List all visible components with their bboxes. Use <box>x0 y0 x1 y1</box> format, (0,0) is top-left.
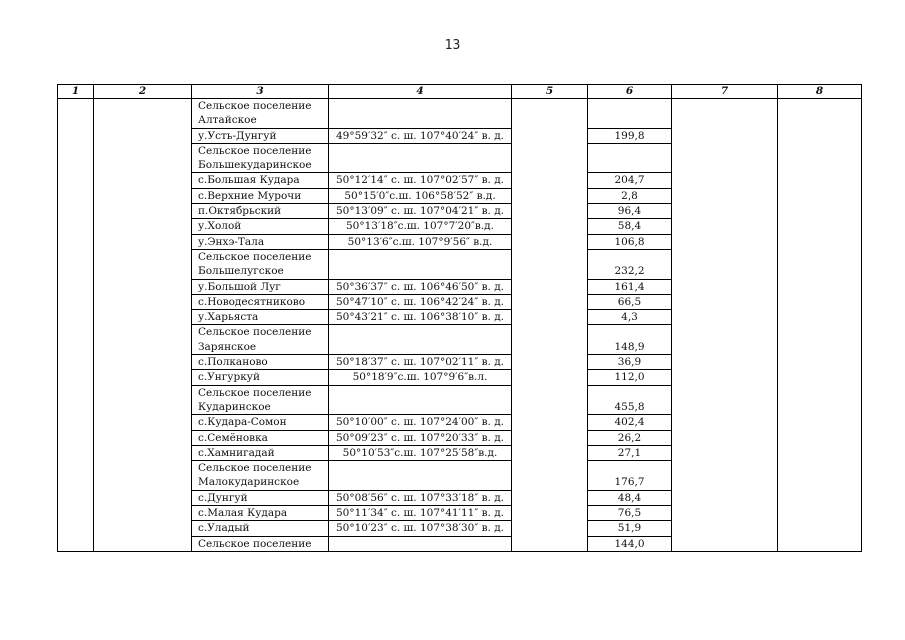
area-value <box>588 143 672 173</box>
settlement-name: у.Энхэ-Тала <box>192 234 329 249</box>
area-value: 66,5 <box>588 294 672 309</box>
settlement-name: Сельское поселение Зарянское <box>192 325 329 355</box>
coordinates: 50°18′37″ с. ш. 107°02′11″ в. д. <box>329 355 512 370</box>
header-row <box>58 85 862 99</box>
settlement-name: у.Усть-Дунгуй <box>192 128 329 143</box>
col8-cell <box>778 99 862 552</box>
col2-cell <box>94 99 192 552</box>
area-value: 48,4 <box>588 490 672 505</box>
area-value: 26,2 <box>588 430 672 445</box>
coordinates: 50°10′00″ с. ш. 107°24′00″ в. д. <box>329 415 512 430</box>
area-value: 2,8 <box>588 188 672 203</box>
settlement-name: у.Большой Луг <box>192 279 329 294</box>
coordinates: 50°15′0″с.ш. 106°58′52″ в.д. <box>329 188 512 203</box>
col7-cell <box>672 99 778 552</box>
settlement-name: с.Новодесятниково <box>192 294 329 309</box>
area-value: 176,7 <box>588 461 672 491</box>
area-value: 76,5 <box>588 506 672 521</box>
settlement-name: п.Октябрьский <box>192 204 329 219</box>
settlement-name: Сельское поселение <box>192 536 329 551</box>
column-header: 5 <box>512 85 588 99</box>
settlement-name: Сельское поселение Алтайское <box>192 99 329 129</box>
column-header: 7 <box>672 85 778 99</box>
settlement-name: с.Семёновка <box>192 430 329 445</box>
coordinates <box>329 249 512 279</box>
settlement-name: с.Кудара-Сомон <box>192 415 329 430</box>
coordinates: 50°10′23″ с. ш. 107°38′30″ в. д. <box>329 521 512 536</box>
settlement-name: с.Полканово <box>192 355 329 370</box>
coordinates <box>329 143 512 173</box>
coordinates <box>329 325 512 355</box>
column-header: 2 <box>94 85 192 99</box>
area-value: 58,4 <box>588 219 672 234</box>
coordinates: 49°59′32″ с. ш. 107°40′24″ в. д. <box>329 128 512 143</box>
settlement-name: Сельское поселение Кударинское <box>192 385 329 415</box>
area-value: 4,3 <box>588 310 672 325</box>
settlement-name: Сельское поселение Малокударинское <box>192 461 329 491</box>
area-value: 27,1 <box>588 445 672 460</box>
settlements-table <box>57 84 862 552</box>
area-value: 161,4 <box>588 279 672 294</box>
settlement-name: с.Унгуркуй <box>192 370 329 385</box>
area-value: 402,4 <box>588 415 672 430</box>
area-value: 199,8 <box>588 128 672 143</box>
coordinates: 50°13′6″с.ш. 107°9′56″ в.д. <box>329 234 512 249</box>
area-value: 455,8 <box>588 385 672 415</box>
column-header: 8 <box>778 85 862 99</box>
coordinates: 50°08′56″ с. ш. 107°33′18″ в. д. <box>329 490 512 505</box>
area-value: 144,0 <box>588 536 672 551</box>
settlement-name: с.Уладый <box>192 521 329 536</box>
coordinates <box>329 385 512 415</box>
settlement-name: у.Холой <box>192 219 329 234</box>
area-value: 204,7 <box>588 173 672 188</box>
area-value: 112,0 <box>588 370 672 385</box>
column-header: 6 <box>588 85 672 99</box>
col5-cell <box>512 99 588 552</box>
coordinates <box>329 99 512 129</box>
area-value <box>588 99 672 129</box>
area-value: 148,9 <box>588 325 672 355</box>
coordinates: 50°47′10″ с. ш. 106°42′24″ в. д. <box>329 294 512 309</box>
coordinates <box>329 536 512 551</box>
area-value: 232,2 <box>588 249 672 279</box>
coordinates: 50°18′9″с.ш. 107°9′6″в.л. <box>329 370 512 385</box>
area-value: 51,9 <box>588 521 672 536</box>
table-row <box>58 99 862 129</box>
column-header: 3 <box>192 85 329 99</box>
coordinates: 50°13′09″ с. ш. 107°04′21″ в. д. <box>329 204 512 219</box>
area-value: 36,9 <box>588 355 672 370</box>
area-value: 106,8 <box>588 234 672 249</box>
coordinates: 50°12′14″ с. ш. 107°02′57″ в. д. <box>329 173 512 188</box>
col1-cell <box>58 99 94 552</box>
coordinates: 50°13′18″с.ш. 107°7′20″в.д. <box>329 219 512 234</box>
page-number: 13 <box>444 38 461 53</box>
settlement-name: Сельское поселение Большекударинское <box>192 143 329 173</box>
coordinates: 50°11′34″ с. ш. 107°41′11″ в. д. <box>329 506 512 521</box>
settlement-name: с.Хамнигадай <box>192 445 329 460</box>
settlement-name: у.Харьяста <box>192 310 329 325</box>
area-value: 96,4 <box>588 204 672 219</box>
settlement-name: с.Верхние Мурочи <box>192 188 329 203</box>
settlement-name: Сельское поселение Большелугское <box>192 249 329 279</box>
settlement-name: с.Большая Кудара <box>192 173 329 188</box>
column-header: 1 <box>58 85 94 99</box>
coordinates: 50°43′21″ с. ш. 106°38′10″ в. д. <box>329 310 512 325</box>
coordinates: 50°36′37″ с. ш. 106°46′50″ в. д. <box>329 279 512 294</box>
settlement-name: с.Малая Кудара <box>192 506 329 521</box>
coordinates: 50°09′23″ с. ш. 107°20′33″ в. д. <box>329 430 512 445</box>
column-header: 4 <box>329 85 512 99</box>
settlement-name: с.Дунгуй <box>192 490 329 505</box>
coordinates <box>329 461 512 491</box>
coordinates: 50°10′53″с.ш. 107°25′58″в.д. <box>329 445 512 460</box>
